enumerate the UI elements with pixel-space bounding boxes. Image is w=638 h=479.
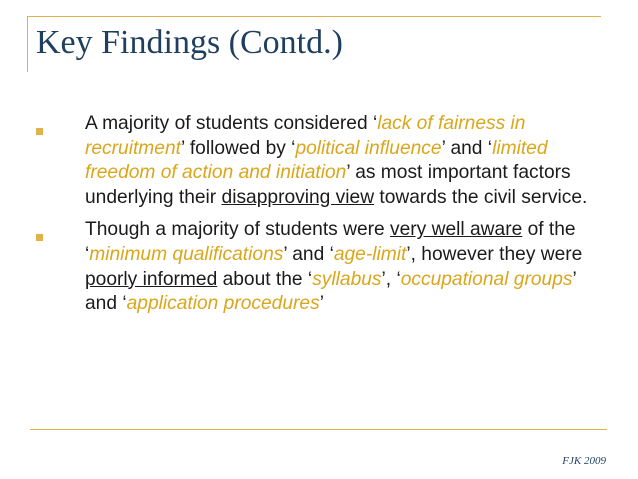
highlighted-phrase: lack of fairness in recruitment [85,113,526,159]
highlighted-phrase: application procedures [126,293,320,315]
highlighted-phrase: political influence [295,137,442,159]
square-bullet-icon [36,234,43,241]
text-segment: ’, ‘ [381,268,401,290]
title-frame-top-rule [27,16,601,17]
slide-title: Key Findings (Contd.) [36,24,343,61]
square-bullet-icon [36,128,43,135]
highlighted-phrase: occupational groups [400,268,573,290]
highlighted-phrase: age-limit [333,243,407,265]
highlighted-phrase: minimum qualifications [89,243,284,265]
bullet-item [36,112,606,210]
text-segment: of the ‘ [85,219,576,265]
bullet-item [36,218,606,316]
text-segment: ’, however they were [406,243,583,265]
bullet-list [36,112,606,325]
text-segment: ’ as most important factors underlying their [85,162,571,208]
text-segment: towards the civil service. [374,186,588,208]
footer-credit: FJK 2009 [562,455,606,467]
text-segment: ’ and ‘ [85,268,577,315]
underlined-phrase: poorly informed [85,268,218,290]
text-segment: A majority of students considered ‘ [85,113,378,134]
text-segment: ’ and ‘ [283,243,334,265]
underlined-phrase: disapproving view [221,186,375,208]
text-segment: Though a majority of students were [85,219,391,241]
text-segment: ’ followed by ‘ [180,137,296,159]
underlined-phrase: very well aware [390,219,523,241]
highlighted-phrase: syllabus [312,268,382,290]
text-segment: about the ‘ [217,268,313,290]
text-segment: ’ and ‘ [441,137,493,159]
bullet-text [85,112,606,210]
bullet-text [85,218,606,316]
text-segment: ’ [319,293,324,315]
highlighted-phrase: limited freedom of action and initiation [85,137,548,184]
title-frame-left-rule [27,16,28,72]
footer-divider [30,429,607,430]
